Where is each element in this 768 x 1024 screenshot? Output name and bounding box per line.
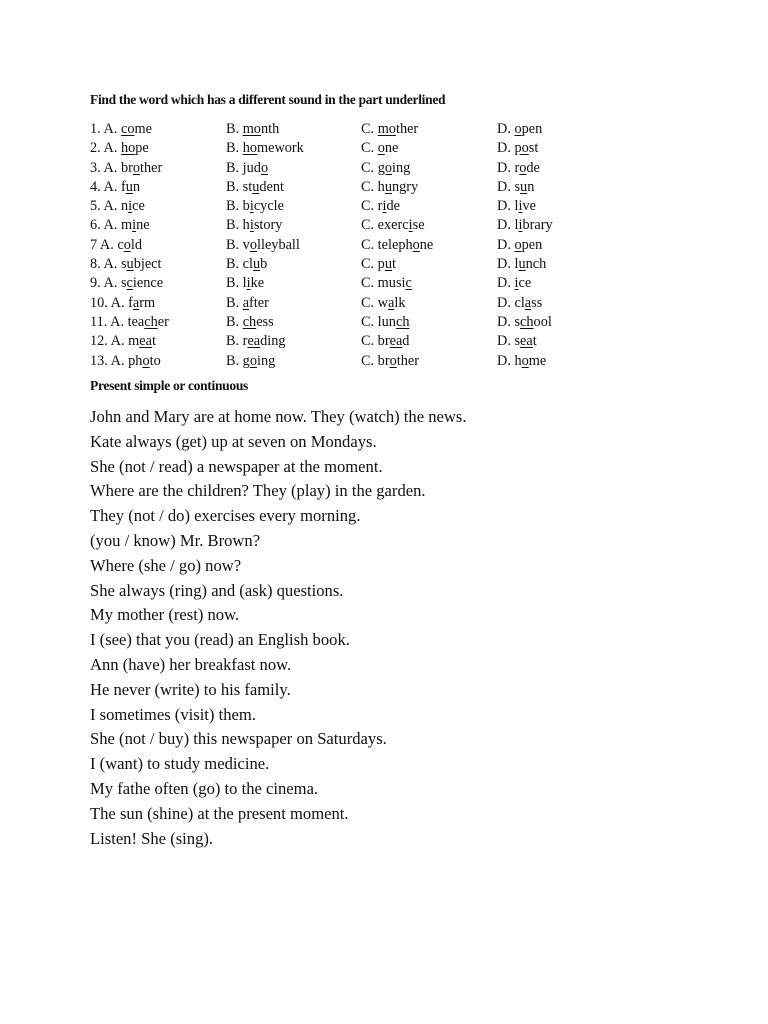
- option-suffix-text: ess: [256, 313, 274, 330]
- option-prefix-text: 10. A. f: [90, 294, 133, 311]
- option-prefix-text: C. w: [361, 294, 389, 311]
- option-suffix-text: pen: [521, 236, 543, 253]
- option-c: [361, 139, 398, 158]
- option-b: [226, 352, 275, 371]
- option-suffix-text: brary: [522, 217, 553, 234]
- option-a: [90, 274, 163, 293]
- option-b: [226, 236, 300, 255]
- option-suffix-text: d: [402, 333, 410, 350]
- option-prefix-text: B.: [226, 121, 243, 137]
- underlined-part: o: [249, 352, 257, 369]
- option-prefix-text: D. h: [497, 352, 522, 369]
- question-row: [90, 120, 690, 139]
- question-row: [90, 159, 690, 178]
- exercise-sentence: My mother (rest) now.: [90, 605, 240, 625]
- underlined-part: co: [120, 121, 135, 137]
- option-c: [361, 274, 412, 293]
- underlined-part: o: [514, 236, 522, 253]
- option-prefix-text: D.: [497, 121, 515, 137]
- option-suffix-text: ther: [395, 121, 419, 137]
- underlined-part: ch: [242, 313, 257, 330]
- option-suffix-text: ngry: [392, 178, 419, 195]
- option-suffix-text: nth: [260, 121, 280, 137]
- option-prefix-text: 5. A. n: [90, 198, 129, 215]
- option-suffix-text: ne: [419, 236, 434, 253]
- option-d: [497, 313, 552, 332]
- option-a: [90, 216, 150, 235]
- option-prefix-text: B. g: [226, 352, 250, 369]
- underlined-part: i: [128, 198, 133, 215]
- option-prefix-text: 3. A. br: [90, 159, 133, 176]
- option-a: [90, 178, 140, 197]
- exercise-sentence: I (want) to study medicine.: [90, 754, 270, 774]
- option-d: [497, 139, 538, 158]
- underlined-part: ch: [395, 313, 410, 330]
- underlined-part: u: [253, 256, 261, 273]
- exercise-sentence: Where (she / go) now?: [90, 555, 242, 575]
- underlined-part: i: [382, 198, 387, 215]
- option-prefix-text: 8. A. s: [90, 256, 127, 273]
- underlined-part: u: [520, 178, 528, 195]
- exercise-sentence: Listen! She (sing).: [90, 828, 214, 848]
- underlined-part: c: [126, 275, 133, 292]
- underlined-part: o: [260, 159, 269, 176]
- question-row: [90, 197, 690, 216]
- option-prefix-text: 11. A. tea: [90, 313, 145, 330]
- underlined-part: ho: [242, 140, 257, 157]
- exercise-sentence: He never (write) to his family.: [90, 679, 291, 699]
- option-suffix-text: se: [412, 217, 425, 234]
- option-prefix-text: C. teleph: [361, 236, 413, 253]
- underlined-part: o: [123, 236, 131, 253]
- option-prefix-text: B.: [226, 313, 243, 330]
- question-row: [90, 236, 690, 255]
- underlined-part: i: [518, 217, 523, 234]
- option-suffix-text: nch: [525, 256, 547, 273]
- option-d: [497, 120, 542, 139]
- option-c: [361, 178, 418, 197]
- option-b: [226, 197, 284, 216]
- option-d: [497, 236, 542, 255]
- option-suffix-text: ce: [518, 275, 532, 292]
- option-prefix-text: 12. A. m: [90, 333, 140, 350]
- option-suffix-text: ding: [260, 333, 286, 350]
- option-suffix-text: ther: [396, 352, 419, 369]
- underlined-part: o: [142, 352, 150, 369]
- option-d: [497, 197, 536, 216]
- option-c: [361, 352, 419, 371]
- option-d: [497, 255, 546, 274]
- underlined-part: a: [388, 294, 395, 311]
- option-b: [226, 313, 274, 332]
- option-prefix-text: C. r: [361, 198, 383, 215]
- underlined-part: ho: [120, 140, 136, 157]
- option-prefix-text: 13. A. ph: [90, 352, 143, 369]
- exercise-sentence: (you / know) Mr. Brown?: [90, 530, 261, 550]
- option-suffix-text: ld: [130, 236, 143, 253]
- exercise-sentence: I (see) that you (read) an English book.: [90, 630, 350, 650]
- option-b: [226, 120, 279, 139]
- option-b: [226, 139, 304, 158]
- option-suffix-text: ing: [257, 352, 276, 369]
- option-prefix-text: B. h: [226, 217, 250, 234]
- option-a: [90, 139, 149, 158]
- option-prefix-text: D.: [497, 236, 515, 253]
- option-suffix-text: lk: [394, 294, 406, 311]
- option-prefix-text: D. l: [497, 217, 519, 234]
- option-c: [361, 332, 409, 351]
- option-suffix-text: mework: [256, 140, 304, 157]
- option-prefix-text: B. cl: [226, 256, 254, 273]
- question-row: [90, 274, 690, 293]
- option-prefix-text: D. s: [497, 313, 521, 330]
- option-prefix-text: D.: [497, 140, 515, 157]
- underlined-part: ea: [520, 333, 533, 350]
- option-prefix-text: B. v: [226, 236, 250, 253]
- question-row: [90, 332, 690, 351]
- option-prefix-text: 2. A.: [90, 140, 121, 157]
- underlined-part: a: [242, 294, 250, 311]
- exercise-sentence: Where are the children? They (play) in the garden.: [90, 481, 426, 501]
- option-d: [497, 352, 546, 371]
- option-suffix-text: t: [392, 256, 396, 273]
- option-prefix-text: B.: [226, 140, 243, 157]
- option-prefix-text: B.: [226, 294, 243, 311]
- option-a: [90, 197, 145, 216]
- exercise-sentence: The sun (shine) at the present moment.: [90, 803, 349, 823]
- underlined-part: o: [514, 121, 522, 137]
- underlined-part: mo: [377, 121, 396, 137]
- option-suffix-text: t: [532, 333, 537, 350]
- question-row: [90, 352, 690, 371]
- option-prefix-text: B. st: [226, 178, 253, 195]
- option-suffix-text: ool: [533, 313, 552, 330]
- exercise-sentence: She (not / buy) this newspaper on Saturdays.: [90, 729, 387, 749]
- option-c: [361, 313, 409, 332]
- exercise-2-heading: Present simple or continuous: [90, 378, 248, 393]
- option-prefix-text: D. l: [497, 198, 519, 215]
- option-suffix-text: ne: [136, 217, 150, 234]
- option-suffix-text: pe: [135, 140, 149, 157]
- underlined-part: u: [384, 178, 392, 195]
- option-prefix-text: C. br: [361, 333, 390, 350]
- underlined-part: c: [405, 275, 412, 292]
- option-prefix-text: 4. A. f: [90, 178, 126, 195]
- option-b: [226, 294, 269, 313]
- option-prefix-text: C. h: [361, 178, 385, 195]
- underlined-part: a: [524, 294, 532, 311]
- option-suffix-text: cycle: [253, 198, 284, 215]
- exercise-sentence: I sometimes (visit) them.: [90, 704, 256, 724]
- exercise-sentence: John and Mary are at home now. They (watch) the news.: [90, 407, 467, 426]
- option-a: [90, 352, 161, 371]
- option-a: [90, 294, 155, 313]
- underlined-part: i: [246, 275, 251, 292]
- underlined-part: o: [519, 159, 527, 176]
- option-prefix-text: D. r: [497, 159, 520, 176]
- option-suffix-text: ne: [384, 140, 399, 157]
- option-a: [90, 255, 162, 274]
- option-b: [226, 274, 264, 293]
- option-prefix-text: B. l: [226, 275, 247, 292]
- option-a: [90, 332, 156, 351]
- option-suffix-text: ve: [522, 198, 536, 215]
- option-prefix-text: C. p: [361, 256, 385, 273]
- question-row: [90, 313, 690, 332]
- exercise-sentence: They (not / do) exercises every morning.: [90, 506, 361, 526]
- underlined-part: i: [408, 217, 413, 234]
- exercise-sentence: She (not / read) a newspaper at the moment.: [90, 456, 383, 476]
- option-prefix-text: 7 A. c: [90, 236, 124, 253]
- underlined-part: ch: [520, 313, 534, 330]
- underlined-part: o: [249, 236, 257, 253]
- option-prefix-text: 9. A. s: [90, 275, 127, 292]
- option-suffix-text: de: [386, 198, 400, 215]
- option-suffix-text: me: [528, 352, 547, 369]
- option-suffix-text: ce: [132, 198, 145, 215]
- underlined-part: u: [518, 256, 526, 273]
- underlined-part: o: [412, 236, 420, 253]
- option-c: [361, 216, 425, 235]
- underlined-part: mo: [242, 121, 261, 137]
- underlined-part: i: [518, 198, 523, 215]
- option-prefix-text: D.: [497, 275, 515, 292]
- underlined-part: u: [125, 178, 133, 195]
- option-d: [497, 216, 553, 235]
- option-suffix-text: n: [132, 178, 141, 195]
- question-row: [90, 178, 690, 197]
- option-suffix-text: story: [253, 217, 283, 234]
- option-suffix-text: bject: [133, 256, 162, 273]
- option-suffix-text: me: [134, 121, 152, 137]
- underlined-part: i: [132, 217, 137, 234]
- exercise-sentence: She always (ring) and (ask) questions.: [90, 580, 344, 600]
- underlined-part: i: [514, 275, 519, 292]
- option-suffix-text: pen: [521, 121, 543, 137]
- option-c: [361, 197, 400, 216]
- question-row: [90, 216, 690, 235]
- underlined-part: o: [389, 352, 397, 369]
- option-b: [226, 332, 286, 351]
- option-suffix-text: n: [527, 178, 535, 195]
- underlined-part: u: [252, 178, 260, 195]
- underlined-part: ea: [389, 333, 403, 350]
- option-suffix-text: to: [149, 352, 161, 369]
- option-prefix-text: C.: [361, 121, 378, 137]
- option-suffix-text: lleyball: [257, 236, 300, 253]
- option-c: [361, 236, 433, 255]
- option-prefix-text: 1. A.: [90, 121, 121, 137]
- option-prefix-text: D. cl: [497, 294, 525, 311]
- option-c: [361, 255, 396, 274]
- option-d: [497, 294, 542, 313]
- option-a: [90, 120, 152, 139]
- exercise-1-heading: Find the word which has a different sound in the part underlined: [90, 92, 446, 107]
- option-suffix-text: b: [260, 256, 268, 273]
- underlined-part: o: [377, 140, 385, 157]
- option-suffix-text: t: [151, 333, 156, 350]
- option-suffix-text: er: [157, 313, 169, 330]
- exercise-sentence: Kate always (get) up at seven on Mondays.: [90, 431, 377, 451]
- option-d: [497, 159, 540, 178]
- option-prefix-text: C.: [361, 159, 378, 176]
- option-prefix-text: D. l: [497, 256, 519, 273]
- option-b: [226, 255, 267, 274]
- option-prefix-text: C. br: [361, 352, 390, 369]
- option-prefix-text: C. exerc: [361, 217, 409, 234]
- underlined-part: i: [249, 198, 254, 215]
- option-suffix-text: ing: [391, 159, 411, 176]
- option-prefix-text: 6. A. m: [90, 217, 133, 234]
- option-a: [90, 236, 142, 255]
- option-suffix-text: fter: [249, 294, 269, 311]
- option-d: [497, 332, 537, 351]
- option-c: [361, 159, 410, 178]
- option-suffix-text: de: [526, 159, 540, 176]
- option-c: [361, 120, 418, 139]
- underlined-part: ch: [144, 313, 158, 330]
- option-prefix-text: C. musi: [361, 275, 406, 292]
- option-prefix-text: C. lun: [361, 313, 396, 330]
- option-prefix-text: B. b: [226, 198, 250, 215]
- option-suffix-text: st: [528, 140, 539, 157]
- exercise-sentence: Ann (have) her breakfast now.: [90, 654, 292, 674]
- underlined-part: po: [514, 140, 529, 157]
- option-prefix-text: B. r: [226, 333, 248, 350]
- exercise-sentence: My fathe often (go) to the cinema.: [90, 778, 319, 798]
- option-prefix-text: C.: [361, 140, 378, 157]
- option-prefix-text: B. jud: [226, 159, 261, 176]
- underlined-part: o: [521, 352, 529, 369]
- option-d: [497, 274, 531, 293]
- underlined-part: u: [384, 256, 392, 273]
- option-suffix-text: dent: [259, 178, 285, 195]
- underlined-part: a: [132, 294, 140, 311]
- option-suffix-text: ss: [531, 294, 543, 311]
- option-suffix-text: ther: [140, 159, 163, 176]
- option-b: [226, 178, 284, 197]
- question-row: [90, 255, 690, 274]
- underlined-part: go: [377, 159, 392, 176]
- option-a: [90, 159, 162, 178]
- underlined-part: i: [249, 217, 254, 234]
- option-a: [90, 313, 169, 332]
- option-suffix-text: ke: [250, 275, 265, 292]
- option-prefix-text: D. s: [497, 333, 521, 350]
- underlined-part: o: [132, 159, 141, 176]
- question-row: [90, 139, 690, 158]
- verb-tense-sentence-list: [90, 405, 466, 851]
- option-suffix-text: rm: [139, 294, 156, 311]
- option-c: [361, 294, 406, 313]
- underlined-part: ea: [139, 333, 152, 350]
- question-row: [90, 294, 690, 313]
- underlined-part: ea: [247, 333, 261, 350]
- option-b: [226, 159, 268, 178]
- option-b: [226, 216, 282, 235]
- option-suffix-text: ience: [132, 275, 164, 292]
- option-prefix-text: D. s: [497, 178, 521, 195]
- underlined-part: u: [126, 256, 134, 273]
- option-d: [497, 178, 534, 197]
- pronunciation-question-list: [90, 120, 690, 371]
